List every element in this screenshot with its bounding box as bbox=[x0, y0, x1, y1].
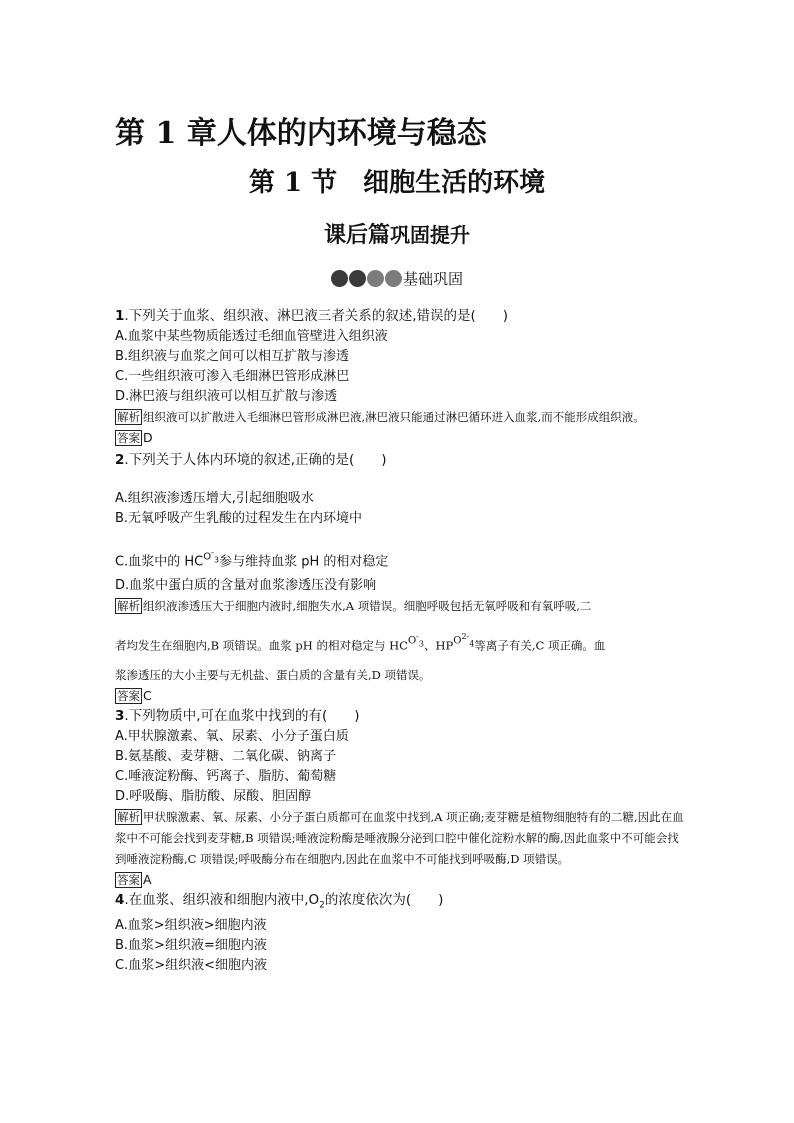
question-3-answer: 答案 A bbox=[117, 871, 152, 887]
question-1-answer: 答案 D bbox=[117, 430, 153, 445]
question-1-option-b: B.组织液与血浆之间可以相互扩散与渗透 bbox=[115, 349, 350, 364]
question-3-option-b: B.氨基酸、麦芽糖、二氧化碳、钠离子 bbox=[115, 748, 337, 764]
banner-dot-icon bbox=[367, 270, 384, 287]
sub-title-prefix: 课后篇 bbox=[323, 223, 390, 248]
explanation-tag: 解析 bbox=[117, 599, 140, 614]
sub-title-emphasis: 巩固提升 bbox=[390, 223, 470, 247]
answer-tag: 答案 bbox=[117, 431, 140, 445]
question-4-option-b: B.血浆>组织液=细胞内液 bbox=[115, 938, 267, 954]
question-2-explanation-1: 解析 组织液渗透压大于细胞内液时,细胞失水,A 项错误。细胞呼吸包括无氧呼吸和有氧呼吸,二 bbox=[117, 599, 592, 614]
question-3-explanation: 解析 甲状腺激素、氧、尿素、小分子蛋白质都可在血浆中找到,A 项正确;麦芽糖是植物细胞特有的二糖,因此在血浆中不可能会找到麦芽糖,B 项错误;唾液淀粉酶是唾液腺分泌到口腔中催化淀粉水解的酶,因此血浆中不可能会找到唾液淀粉酶,C 项错误;呼吸酶分布在细胞内,因此在血浆中不可能找到呼吸酶,D 项错误。 bbox=[115, 809, 684, 866]
question-1-option-c: C.一些组织液可渗入毛细淋巴管形成淋巴 bbox=[115, 369, 350, 384]
question-3-stem: 3.下列物质中,可在血浆中找到的有( ) bbox=[115, 707, 360, 724]
answer-tag: 答案 bbox=[117, 688, 140, 703]
question-2-answer: 答案 C bbox=[117, 687, 152, 703]
question-2-explanation-2: 者均发生在细胞内,B 项错误。血浆 pH 的相对稳定与 $HCO^-_3$、$HPO^{2-}_4$等离子有关,C 项正确。血 bbox=[115, 632, 606, 653]
question-4-option-c: C.血浆>组织液<细胞内液 bbox=[115, 958, 267, 974]
question-1-explanation: 解析 组织液可以扩散进入毛细淋巴管形成淋巴液,淋巴液只能通过淋巴循环进入血浆,而不能形成组织液。 bbox=[117, 410, 645, 424]
answer-tag: 答案 bbox=[117, 872, 140, 887]
question-1-option-d: D.淋巴液与组织液可以相互扩散与渗透 bbox=[115, 389, 338, 404]
question-4-stem: 4.在血浆、组织液和细胞内液中$,O_2$的浓度依次为( ) bbox=[115, 891, 444, 911]
question-4-option-a: A.血浆>组织液>细胞内液 bbox=[115, 918, 267, 934]
question-2-option-b: B.无氧呼吸产生乳酸的过程发生在内环境中 bbox=[115, 511, 363, 526]
section-title: 第 1 节 细胞生活的环境 bbox=[248, 168, 546, 198]
question-2-option-d: D.血浆中蛋白质的含量对血浆渗透压没有影响 bbox=[115, 578, 377, 594]
section-banner bbox=[0, 268, 794, 289]
banner-dot-icon bbox=[385, 270, 402, 287]
question-2-explanation-3: 浆渗透压的大小主要与无机盐、蛋白质的含量有关,D 项错误。 bbox=[115, 667, 431, 682]
explanation-tag: 解析 bbox=[117, 410, 140, 424]
question-3-option-a: A.甲状腺激素、氧、尿素、小分子蛋白质 bbox=[115, 728, 349, 744]
explanation-tag: 解析 bbox=[117, 809, 140, 824]
question-3-option-d: D.呼吸酶、脂肪酸、尿酸、胆固醇 bbox=[115, 788, 312, 804]
question-1-option-a: A.血浆中某些物质能透过毛细血管壁进入组织液 bbox=[115, 329, 388, 344]
question-2-stem: 2.下列关于人体内环境的叙述,正确的是( ) bbox=[115, 452, 387, 468]
banner-dot-icon bbox=[349, 270, 366, 287]
question-3-option-c: C.唾液淀粉酶、钙离子、脂肪、葡萄糖 bbox=[115, 768, 337, 784]
question-1-stem: 1.下列关于血浆、组织液、淋巴液三者关系的叙述,错误的是( ) bbox=[115, 308, 509, 324]
chapter-title: 第 1 章人体的内环境与稳态 bbox=[115, 116, 487, 151]
banner-label: 基础巩固 bbox=[402, 270, 463, 288]
question-list bbox=[115, 306, 685, 976]
sub-title bbox=[0, 218, 794, 249]
question-2-option-c: C.血浆中的 $HCO^-_3$参与维持血浆 pH 的相对稳定 bbox=[115, 548, 389, 570]
banner-dot-icon bbox=[331, 270, 348, 287]
question-2-option-a: A.组织液渗透压增大,引起细胞吸水 bbox=[115, 491, 314, 506]
